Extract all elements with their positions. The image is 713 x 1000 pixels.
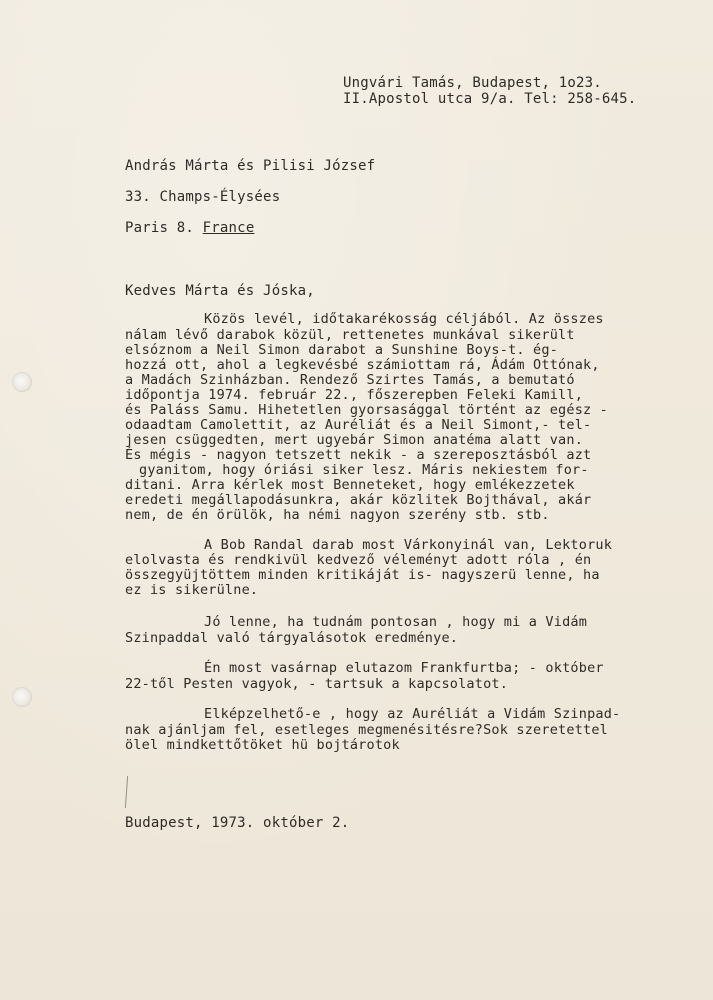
- body-line: összegyüjtöttem minden kritikáját is- nagyszerü lenne, ha: [125, 567, 600, 583]
- body-line: elolvasta és rendkivül kedvező véleményt adott róla , én: [125, 552, 592, 568]
- body-line: A Bob Randal darab most Várkonyinál van, Lektoruk: [204, 537, 613, 553]
- body-line: ez is sikerülne.: [125, 582, 259, 598]
- body-line: Én most vasárnap elutazom Frankfurtba; - október: [204, 660, 604, 676]
- body-line: Elképzelhető-e , hogy az Auréliát a Vidám Szinpad-: [204, 706, 621, 722]
- recipient-street: 33. Champs-Élysées: [125, 189, 281, 205]
- body-line: eredeti megállapodásunkra, akár közlitek Bojthával, akár: [125, 492, 592, 508]
- body-line: nálam lévő darabok közül, rettenetes munkával sikerült: [125, 327, 575, 343]
- body-line: Jó lenne, ha tudnám pontosan , hogy mi a Vidám: [204, 614, 588, 630]
- salutation: Kedves Márta és Jóska,: [125, 283, 315, 299]
- sender-line-2: II.Apostol utca 9/a. Tel: 258-645.: [343, 91, 637, 107]
- sender-line-1: Ungvári Tamás, Budapest, 1o23.: [343, 75, 602, 91]
- body-line: és Paláss Samu. Hihetetlen gyorsasággal történt az egész -: [125, 402, 609, 418]
- recipient-city: [125, 220, 254, 236]
- body-line: időpontja 1974. február 22., főszerepben Feleki Kamill,: [125, 387, 584, 403]
- body-line: Szinpaddal való tárgyalásotok eredménye.: [125, 630, 459, 646]
- body-line: És mégis - nagyon tetszett nekik - a szereposztásból azt: [125, 447, 592, 463]
- recipient-name: András Márta és Pilisi József: [125, 158, 376, 174]
- body-line: odaadtam Camolettit, az Auréliát és a Neil Simont,- tel-: [125, 417, 592, 433]
- body-line: ölel mindkettőtöket hü bojtárotok: [125, 737, 400, 753]
- body-line: jesen csüggedten, mert ugyebár Simon anatéma alatt van.: [125, 432, 584, 448]
- body-line: nak ajánljam fel, esetleges megmenésitésre?Sok szeretettel: [125, 722, 609, 738]
- recipient-city-prefix: Paris 8.: [125, 220, 203, 236]
- body-line: ditani. Arra kérlek most Benneteket, hogy emlékezzetek: [125, 477, 575, 493]
- recipient-country: France: [202, 220, 255, 236]
- body-line: hozzá ott, ahol a legkevésbé számiottam rá, Ádám Ottónak,: [125, 357, 600, 373]
- body-line: 22-től Pesten vagyok, - tartsuk a kapcsolatot.: [125, 676, 509, 692]
- closing-place-date: Budapest, 1973. október 2.: [125, 815, 350, 831]
- punch-hole-upper: [12, 372, 32, 392]
- body-line: gyanitom, hogy óriási siker lesz. Máris nekiestem for-: [139, 462, 589, 478]
- body-line: elsóznom a Neil Simon darabot a Sunshine Boys-t. ég-: [125, 342, 559, 358]
- body-line: Közös levél, időtakarékosság céljából. Az összes: [204, 311, 604, 327]
- pen-stroke-mark: [125, 776, 128, 808]
- body-line: nem, de én örülök, ha némi nagyon szerény stb. stb.: [125, 507, 550, 523]
- body-line: a Madách Szinházban. Rendező Szirtes Tamás, a bemutató: [125, 372, 575, 388]
- punch-hole-lower: [12, 687, 32, 707]
